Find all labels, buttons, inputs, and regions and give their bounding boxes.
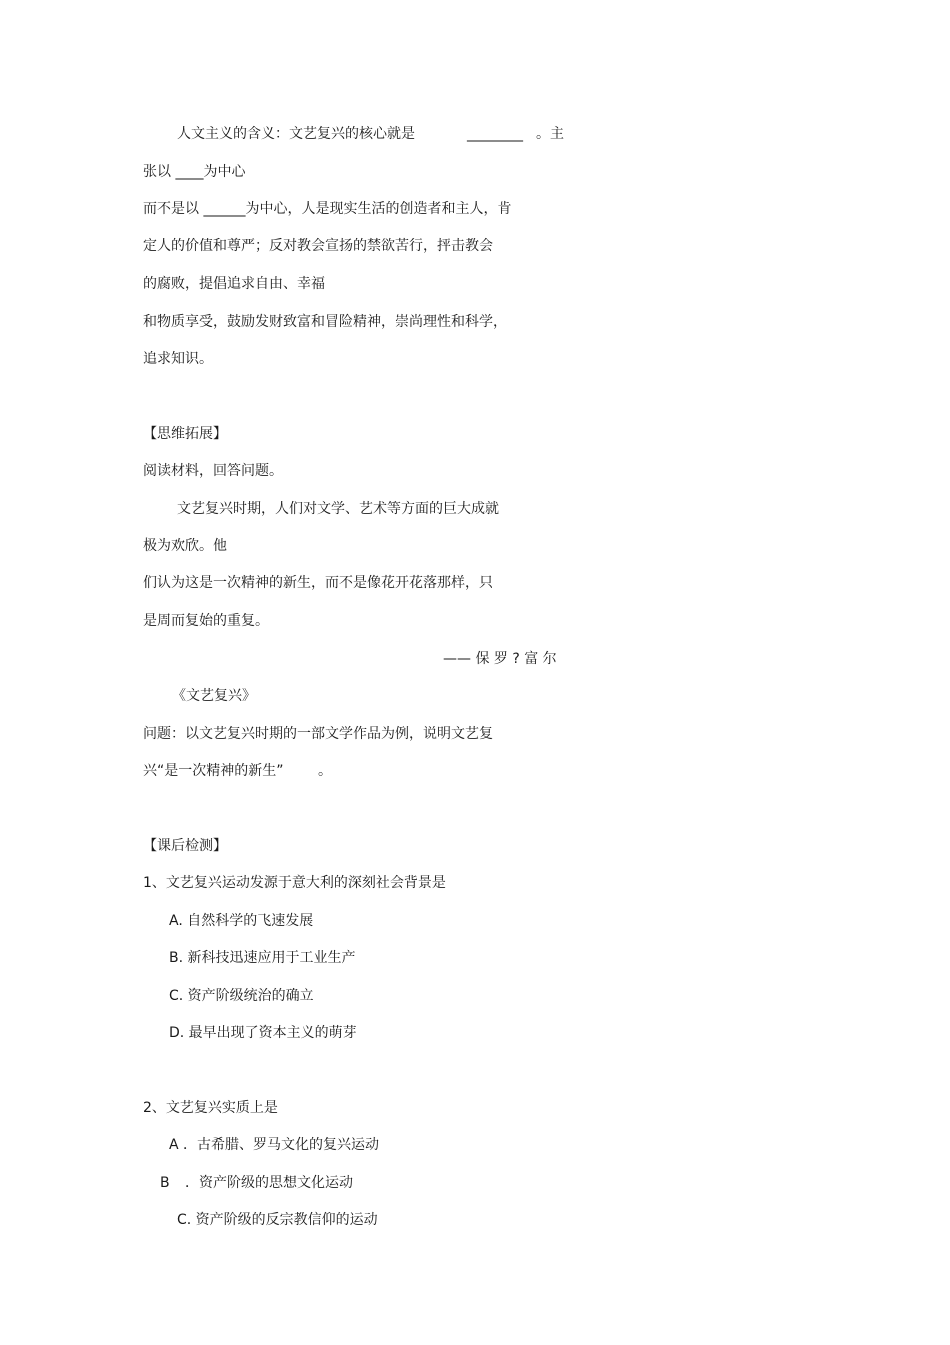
quote-author: —— 保 罗 ? 富 尔 [443,651,557,667]
quote-book: 《文艺复兴》 [172,688,256,704]
quote-line-1: 文艺复兴时期，人们对文学、艺术等方面的巨大成就 [177,501,499,517]
q1-option-b: B. 新科技迅速应用于工业生产 [169,950,356,966]
humanism-line-7: 追求知识。 [143,351,213,367]
question-2-stem: 2、文艺复兴实质上是 [143,1100,278,1116]
quote-line-3: 们认为这是一次精神的新生，而不是像花开花落那样，只 [143,575,493,591]
question-line-2: 兴“是一次精神的新生” [143,763,284,779]
q1-option-c: C. 资产阶级统治的确立 [169,988,314,1004]
quote-line-4: 是周而复始的重复。 [143,613,269,629]
q1-option-a: A. 自然科学的飞速发展 [169,913,314,929]
thinking-intro: 阅读材料，回答问题。 [143,463,283,479]
question-line-2-end: 。 [318,763,332,779]
humanism-line-1-end: 。主 [536,126,564,142]
q1-option-d: D. 最早出现了资本主义的萌芽 [169,1025,357,1041]
q2-option-c: C. 资产阶级的反宗教信仰的运动 [177,1212,378,1228]
question-line-1: 问题：以文艺复兴时期的一部文学作品为例，说明文艺复 [143,726,493,742]
q2-option-a: A ．古希腊、罗马文化的复兴运动 [169,1137,380,1153]
fill-blank-1: ________ [467,126,523,142]
humanism-line-2: 张以 ____为中心 [143,164,246,180]
humanism-line-3: 而不是以 ______为中心，人是现实生活的创造者和主人，肯 [143,201,512,217]
q2-option-b-text: ．资产阶级的思想文化运动 [185,1175,353,1191]
humanism-line-5: 的腐败，提倡追求自由、幸福 [143,276,325,292]
quote-line-2: 极为欢欣。他 [143,538,227,554]
humanism-line-6: 和物质享受，鼓励发财致富和冒险精神，崇尚理性和科学， [143,314,507,330]
humanism-line-1: 人文主义的含义：文艺复兴的核心就是 [177,126,415,142]
question-1-stem: 1、文艺复兴运动发源于意大利的深刻社会背景是 [143,875,446,891]
humanism-line-4: 定人的价值和尊严；反对教会宣扬的禁欲苦行，抨击教会 [143,238,493,254]
q2-option-b-letter: B [160,1175,170,1191]
section-heading-check: 【课后检测】 [143,838,227,854]
section-heading-thinking: 【思维拓展】 [143,426,227,442]
